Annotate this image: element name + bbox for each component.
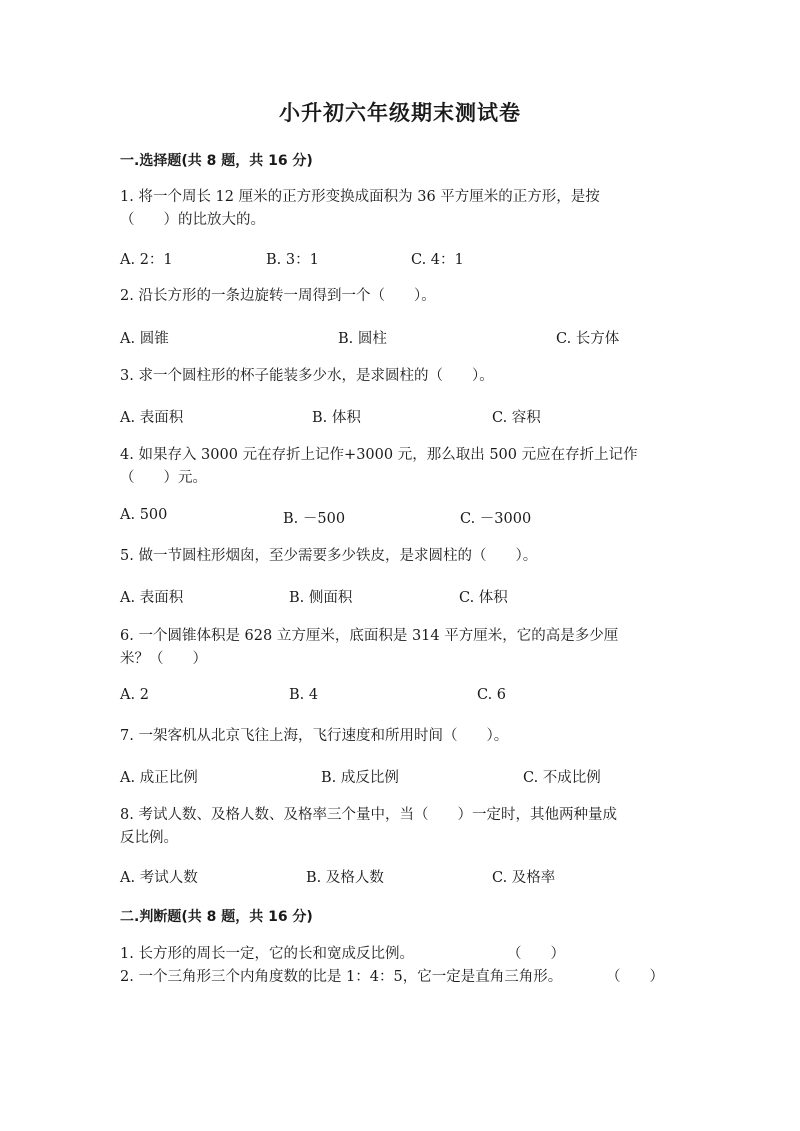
options-row-8 [120, 866, 680, 888]
question-text: 2. 一个三角形三个内角度数的比是 1：4：5，它一定是直角三角形。 [120, 969, 563, 985]
question-text-line: （ ）元。 [120, 470, 207, 486]
option-b: B. －500 [283, 511, 346, 527]
question-text-line: 8. 考试人数、及格人数、及格率三个量中，当（ ）一定时，其他两种量成 [120, 807, 617, 823]
option-c: C. 6 [477, 687, 507, 703]
option-a: A. 圆锥 [120, 331, 169, 347]
option-b: B. 3：1 [266, 252, 319, 268]
choice-question-4 [120, 444, 680, 490]
option-b: B. 及格人数 [306, 870, 384, 886]
option-a: A. 考试人数 [120, 870, 198, 886]
options-row-2 [120, 327, 680, 349]
options-row-4 [120, 507, 680, 529]
choice-question-1 [120, 186, 680, 232]
option-b: B. 4 [289, 687, 319, 703]
option-b: B. 体积 [312, 410, 361, 426]
section-heading-judge: 二.判断题(共 8 题，共 16 分) [120, 909, 313, 925]
question-text-line: 5. 做一节圆柱形烟囱，至少需要多少铁皮，是求圆柱的（ ）。 [120, 548, 538, 564]
option-c: C. －3000 [460, 511, 532, 527]
option-a: A. 表面积 [120, 590, 184, 606]
choice-question-2 [120, 285, 680, 308]
question-text: 1. 长方形的周长一定，它的长和宽成反比例。 [120, 946, 414, 962]
question-text-line: （ ）的比放大的。 [120, 212, 265, 228]
option-b: B. 成反比例 [321, 770, 399, 786]
option-c: C. 及格率 [492, 870, 556, 886]
answer-bracket: （ ） [507, 946, 565, 962]
option-a: A. 2 [120, 687, 149, 703]
question-text-line: 6. 一个圆锥体积是 628 立方厘米，底面积是 314 平方厘米，它的高是多少厘 [120, 628, 619, 644]
choice-question-7 [120, 725, 680, 748]
choice-question-5 [120, 545, 680, 568]
option-b: B. 圆柱 [338, 331, 387, 347]
option-a: A. 2：1 [120, 252, 173, 268]
options-row-1 [120, 248, 680, 270]
judge-question-1 [120, 943, 680, 966]
question-text-line: 7. 一架客机从北京飞往上海，飞行速度和所用时间（ ）。 [120, 728, 509, 744]
question-text-line: 反比例。 [120, 830, 178, 846]
question-text-line: 4. 如果存入 3000 元在存折上记作+3000 元，那么取出 500 元应在存折上记作 [120, 447, 638, 463]
choice-question-6 [120, 625, 680, 671]
answer-bracket: （ ） [606, 969, 664, 985]
question-text-line: 2. 沿长方形的一条边旋转一周得到一个（ ）。 [120, 288, 436, 304]
option-c: C. 不成比例 [523, 770, 601, 786]
option-a: A. 表面积 [120, 410, 184, 426]
options-row-3 [120, 406, 680, 428]
question-text-line: 3. 求一个圆柱形的杯子能装多少水，是求圆柱的（ ）。 [120, 368, 494, 384]
option-b: B. 侧面积 [289, 590, 353, 606]
options-row-5 [120, 586, 680, 608]
section-heading-choice: 一.选择题(共 8 题，共 16 分) [120, 153, 313, 169]
question-text-line: 米？（ ） [120, 651, 207, 667]
option-a: A. 500 [120, 507, 168, 523]
option-c: C. 体积 [459, 590, 508, 606]
choice-question-3 [120, 365, 680, 388]
option-c: C. 容积 [492, 410, 541, 426]
question-text-line: 1. 将一个周长 12 厘米的正方形变换成面积为 36 平方厘米的正方形，是按 [120, 189, 600, 205]
page-title: 小升初六年级期末测试卷 [279, 100, 521, 125]
options-row-7 [120, 766, 680, 788]
choice-question-8 [120, 804, 680, 850]
options-row-6 [120, 687, 680, 709]
judge-question-2 [120, 966, 680, 989]
option-c: C. 长方体 [556, 331, 620, 347]
option-c: C. 4：1 [411, 252, 464, 268]
option-a: A. 成正比例 [120, 770, 198, 786]
